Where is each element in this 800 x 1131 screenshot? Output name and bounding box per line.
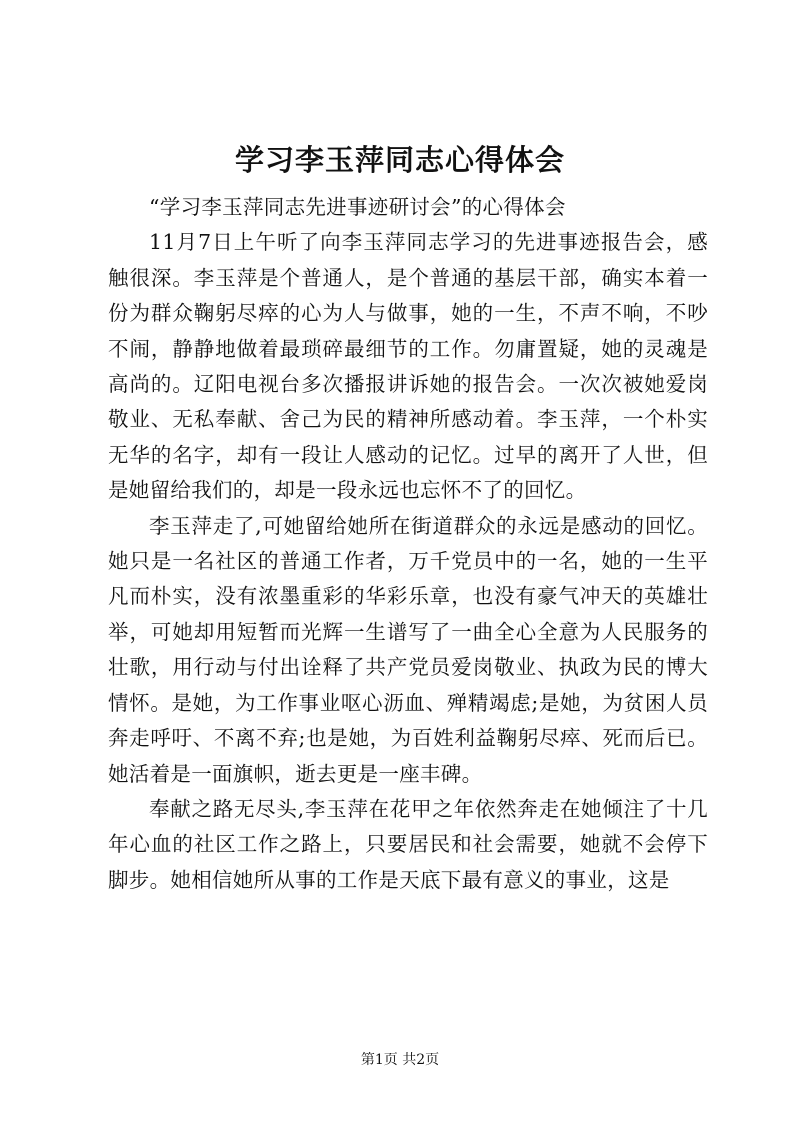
- paragraph-1: 11月7日上午听了向李玉萍同志学习的先进事迹报告会，感触很深。李玉萍是个普通人，是个普通的基层干部，确实本着一份为群众鞠躬尽瘁的心为人与做事，她的一生，不声不响，不吵不闹，静静地做着最琐碎最细节的工作。勿庸置疑，她的灵魂是高尚的。辽阳电视台多次播报讲诉她的报告会。一次次被她爱岗敬业、无私奉献、舍己为民的精神所感动着。李玉萍，一个朴实无华的名字，却有一段让人感动的记忆。过早的离开了人世，但是她留给我们的，却是一段永远也忘怀不了的回忆。: [108, 230, 708, 503]
- document-subtitle: “学习李玉萍同志先进事迹研讨会”的心得体会: [149, 195, 566, 219]
- paragraph-2: 李玉萍走了,可她留给她所在街道群众的永远是感动的回忆。她只是一名社区的普通工作者，万千党员中的一名，她的一生平凡而朴实，没有浓墨重彩的华彩乐章，也没有豪气冲天的英雄壮举，可她却用短暂而光辉一生谱写了一曲全心全意为人民服务的壮歌，用行动与付出诠释了共产党员爱岗敬业、执政为民的博大情怀。是她，为工作事业呕心沥血、殚精竭虑;是她，为贫困人员奔走呼吁、不离不弃;也是她，为百姓利益鞠躬尽瘁、死而后已。她活着是一面旗帜，逝去更是一座丰碑。: [108, 513, 708, 786]
- document-body: [108, 190, 708, 898]
- page-number-footer: 第1页 共2页: [360, 1052, 440, 1068]
- document-title: 学习李玉萍同志心得体会: [234, 143, 565, 177]
- paragraph-3: 奉献之路无尽头,李玉萍在花甲之年依然奔走在她倾注了十几年心血的社区工作之路上，只要居民和社会需要，她就不会停下脚步。她相信她所从事的工作是天底下最有意义的事业，这是: [108, 796, 708, 892]
